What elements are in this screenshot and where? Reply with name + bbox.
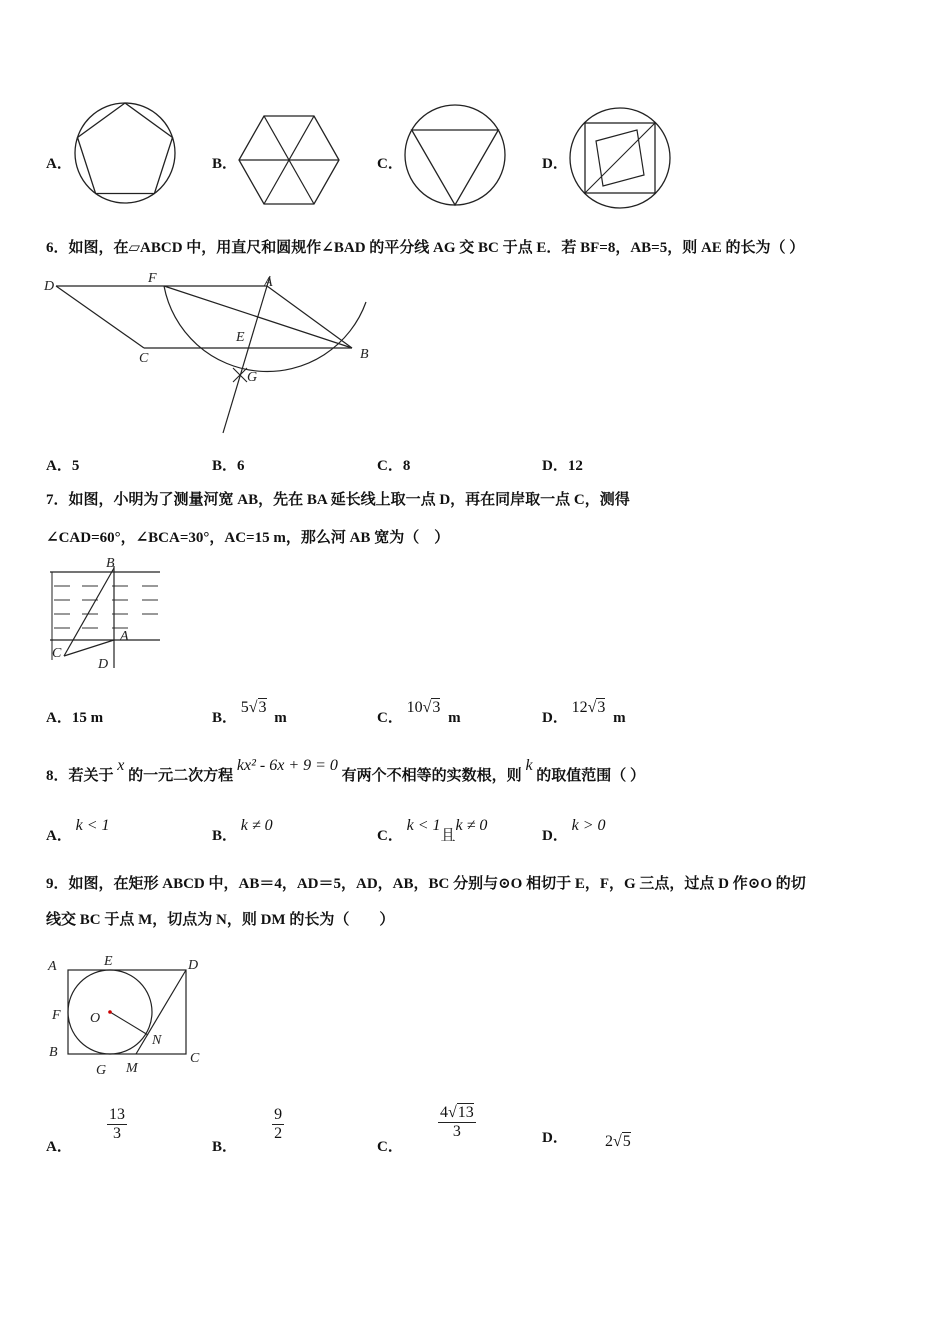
q5-figure-hexagon bbox=[236, 112, 342, 208]
q9-option-a: A． $\frac{13}{3}$ bbox=[46, 1106, 125, 1155]
q5-option-d-label: D． bbox=[542, 156, 568, 172]
q7-label-d: D bbox=[98, 657, 109, 672]
q6-text: 6．如图，在▱ABCD 中，用直尺和圆规作∠BAD 的平分线 AG 交 BC 于点 E．若 BF=8，AB=5，则 AE 的长为（ ） bbox=[46, 240, 805, 256]
q5-figure-nested-squares bbox=[568, 106, 672, 210]
q7-option-d: D． 12√3 m bbox=[542, 699, 626, 726]
q9-label-e: E bbox=[104, 954, 113, 969]
q9-label-o: O bbox=[90, 1011, 101, 1026]
q9-label-m: M bbox=[126, 1061, 138, 1076]
q7-label-a: A bbox=[120, 629, 129, 644]
q6-option-b: B．6 bbox=[212, 458, 245, 474]
q9-option-d: D． 2√5 bbox=[542, 1130, 631, 1150]
q8-text: 8．若关于 x 的一元二次方程 kx² - 6x + 9 = 0 有两个不相等的实数根，则 k 的取值范围（ ） bbox=[46, 757, 646, 784]
q9-option-c: C． $\frac{4√13}{3}$ bbox=[377, 1104, 474, 1155]
q6-option-c: C．8 bbox=[377, 458, 411, 474]
q6-label-d: D bbox=[44, 279, 55, 294]
q5-option-c-label: C． bbox=[377, 156, 403, 172]
q9-label-c: C bbox=[190, 1051, 200, 1066]
q8-option-d: D． k > 0 bbox=[542, 817, 606, 844]
q6-label-c: C bbox=[139, 351, 149, 366]
q6-label-b: B bbox=[360, 347, 369, 362]
q6-label-f: F bbox=[148, 271, 157, 286]
q9-figure-rectangle-circle bbox=[44, 950, 214, 1080]
q6-option-a: A．5 bbox=[46, 458, 80, 474]
q8-option-b: B． k ≠ 0 bbox=[212, 817, 273, 844]
q8-option-a: A． k < 1 bbox=[46, 817, 110, 844]
q5-figure-pentagon-in-circle bbox=[72, 100, 178, 206]
q7-figure-river bbox=[42, 556, 164, 672]
q9-text-line2: 线交 BC 于点 M，切点为 N，则 DM 的长为（ ） bbox=[46, 912, 395, 928]
q5-option-a-label: A． bbox=[46, 156, 72, 172]
q6-option-d: D．12 bbox=[542, 458, 583, 474]
q5-option-b-label: B． bbox=[212, 156, 238, 172]
q9-label-b: B bbox=[49, 1045, 58, 1060]
q9-label-a: A bbox=[48, 959, 57, 974]
q6-label-a: A bbox=[264, 275, 273, 290]
q6-label-g: G bbox=[247, 370, 258, 385]
q9-label-n: N bbox=[152, 1033, 162, 1048]
q9-text-line1: 9．如图，在矩形 ABCD 中，AB＝4，AD＝5，AD，AB，BC 分别与⊙O 相切于 E，F，G 三点，过点 D 作⊙O 的切 bbox=[46, 876, 806, 892]
q9-label-g: G bbox=[96, 1063, 107, 1078]
q7-text-line2: ∠CAD=60°，∠BCA=30°，AC=15 m，那么河 AB 宽为（ ） bbox=[46, 530, 450, 546]
q9-option-b: B． $\frac{9}{2}$ bbox=[212, 1106, 283, 1155]
q7-option-b: B． 5√3 m bbox=[212, 699, 287, 726]
q7-text-line1: 7．如图，小明为了测量河宽 AB，先在 BA 延长线上取一点 D，再在同岸取一点 C，测得 bbox=[46, 492, 630, 508]
q7-label-c: C bbox=[52, 646, 62, 661]
q7-label-b: B bbox=[106, 556, 115, 571]
q7-option-c: C． 10√3 m bbox=[377, 699, 461, 726]
q9-label-f: F bbox=[52, 1008, 61, 1023]
q6-label-e: E bbox=[236, 330, 245, 345]
q8-option-c: C． k < 1且k ≠ 0 bbox=[377, 817, 488, 844]
q6-figure-parallelogram bbox=[40, 268, 380, 440]
q9-label-d: D bbox=[188, 958, 199, 973]
q5-figure-inverted-triangle bbox=[402, 102, 508, 208]
q7-option-a: A．15 m bbox=[46, 710, 104, 726]
